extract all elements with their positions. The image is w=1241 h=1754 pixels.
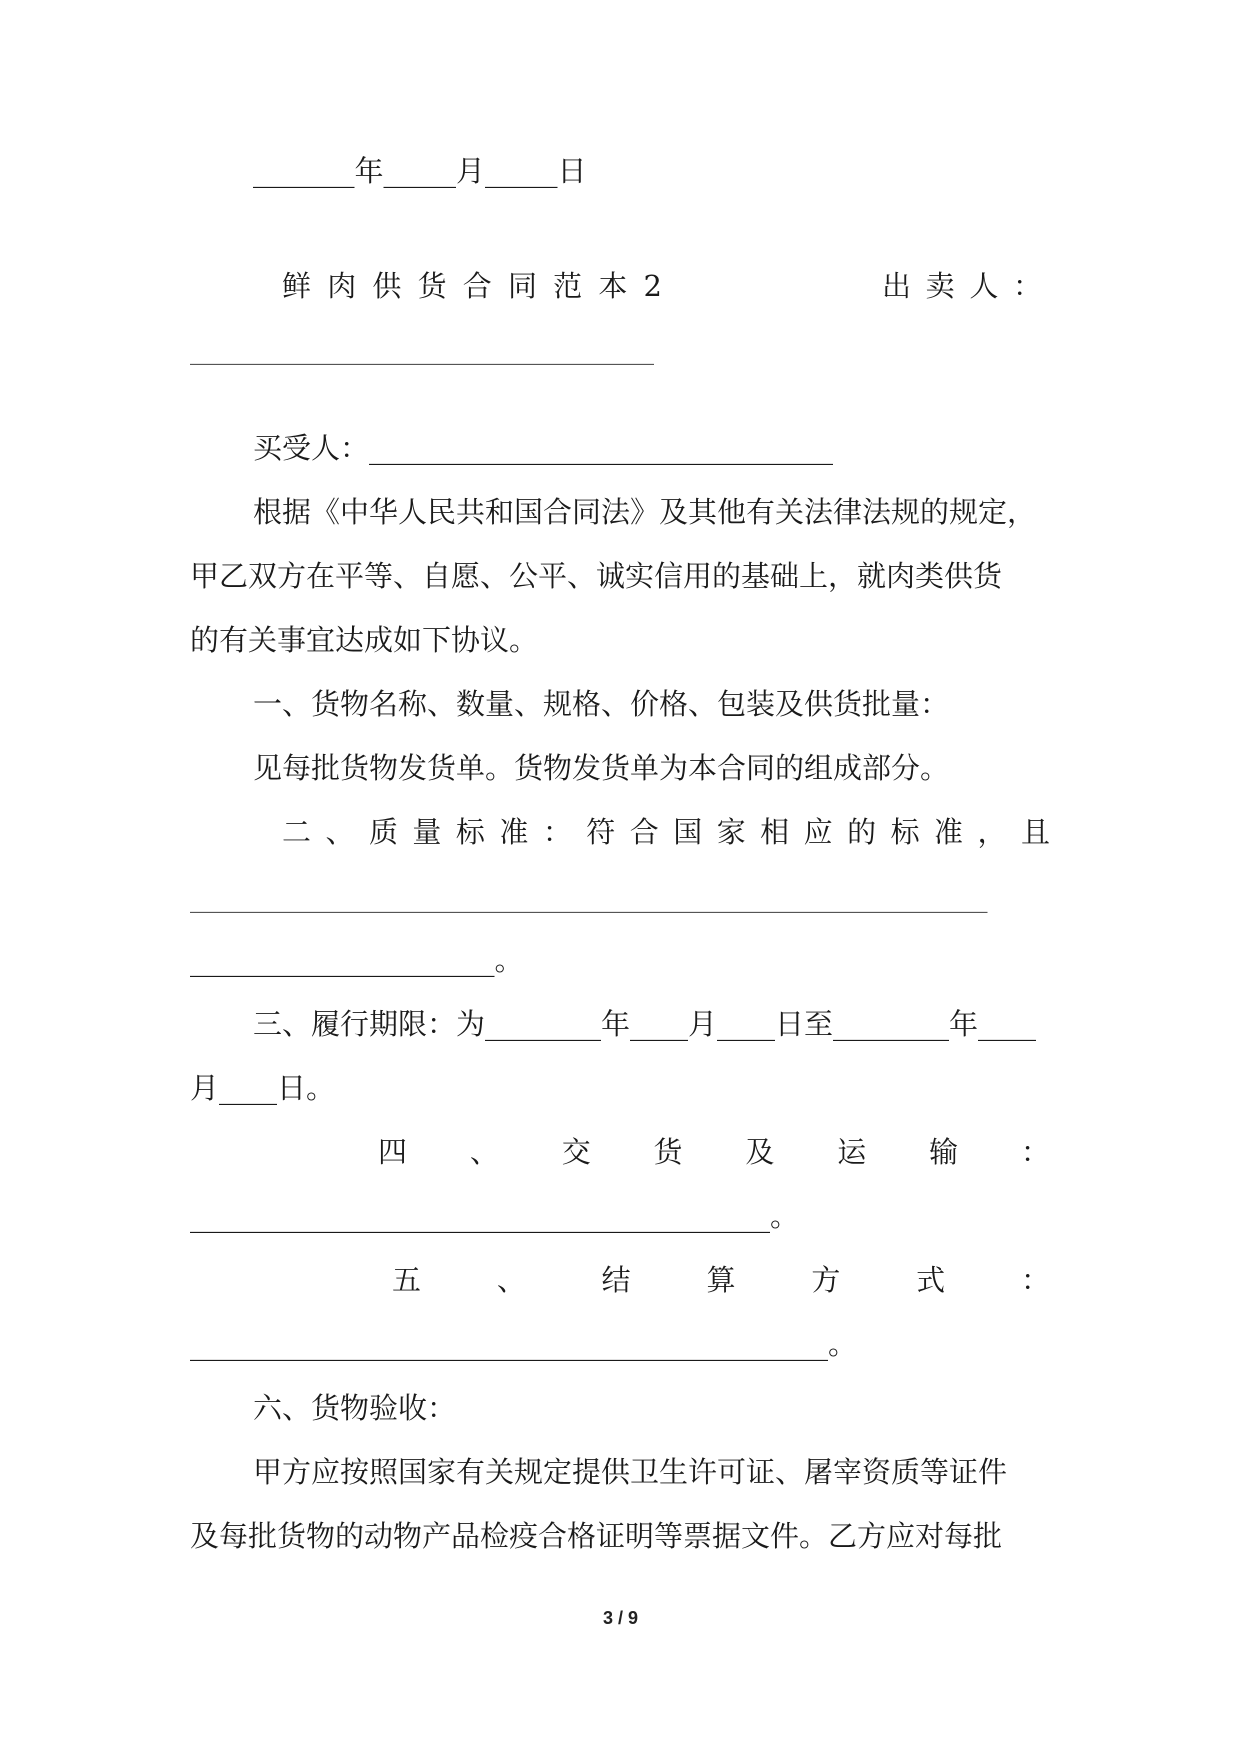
heading-title: 鲜 肉 供 货 合 同 范 本 2 <box>282 269 662 303</box>
preamble-line-3: 的有关事宜达成如下协议。 <box>190 623 539 657</box>
clause-3-line-1: 三、履行期限：为________年____月____日至________年____ <box>253 1007 1037 1041</box>
clause-6-line-1: 甲方应按照国家有关规定提供卫生许可证、屠宰资质等证件 <box>253 1455 1008 1489</box>
preamble-line-2: 甲乙双方在平等、自愿、公平、诚实信用的基础上，就肉类供货 <box>190 559 1003 593</box>
clause-4-blank: ________________________________________。 <box>190 1199 800 1233</box>
contract-heading <box>282 266 1042 306</box>
clause-6-title: 六、货物验收： <box>253 1391 457 1425</box>
clause-5-title: 五 、 结 算 方 式 ： <box>392 1263 1050 1297</box>
clause-2-title: 二 、 质 量 标 准 ： 符 合 国 家 相 应 的 标 准 ， 且 <box>282 815 1050 849</box>
page-number: 3 / 9 <box>602 1608 639 1628</box>
clause-6-line-2: 及每批货物的动物产品检疫合格证明等票据文件。乙方应对每批 <box>190 1519 1003 1553</box>
clause-1-body: 见每批货物发货单。货物发货单为本合同的组成部分。 <box>253 751 950 785</box>
seller-blank: ________________________________ <box>190 331 654 365</box>
seller-label: 出 卖 人 ： <box>882 269 1042 303</box>
clause-4-title: 四 、 交 货 及 运 输 ： <box>378 1135 1050 1169</box>
clause-2-blank-2: _____________________。 <box>190 943 524 977</box>
clause-2-blank-1: _______________________________________________________ <box>190 879 988 913</box>
clause-3-line-2: 月____日。 <box>190 1071 336 1105</box>
clause-1-title: 一、货物名称、数量、规格、价格、包装及供货批量： <box>253 687 950 721</box>
buyer-line: 买受人：________________________________ <box>253 431 834 465</box>
preamble-line-1: 根据《中华人民共和国合同法》及其他有关法律法规的规定， <box>253 495 1037 529</box>
date-line: _______年_____月_____日 <box>253 154 587 188</box>
clause-5-blank: ____________________________________________。 <box>190 1327 858 1361</box>
